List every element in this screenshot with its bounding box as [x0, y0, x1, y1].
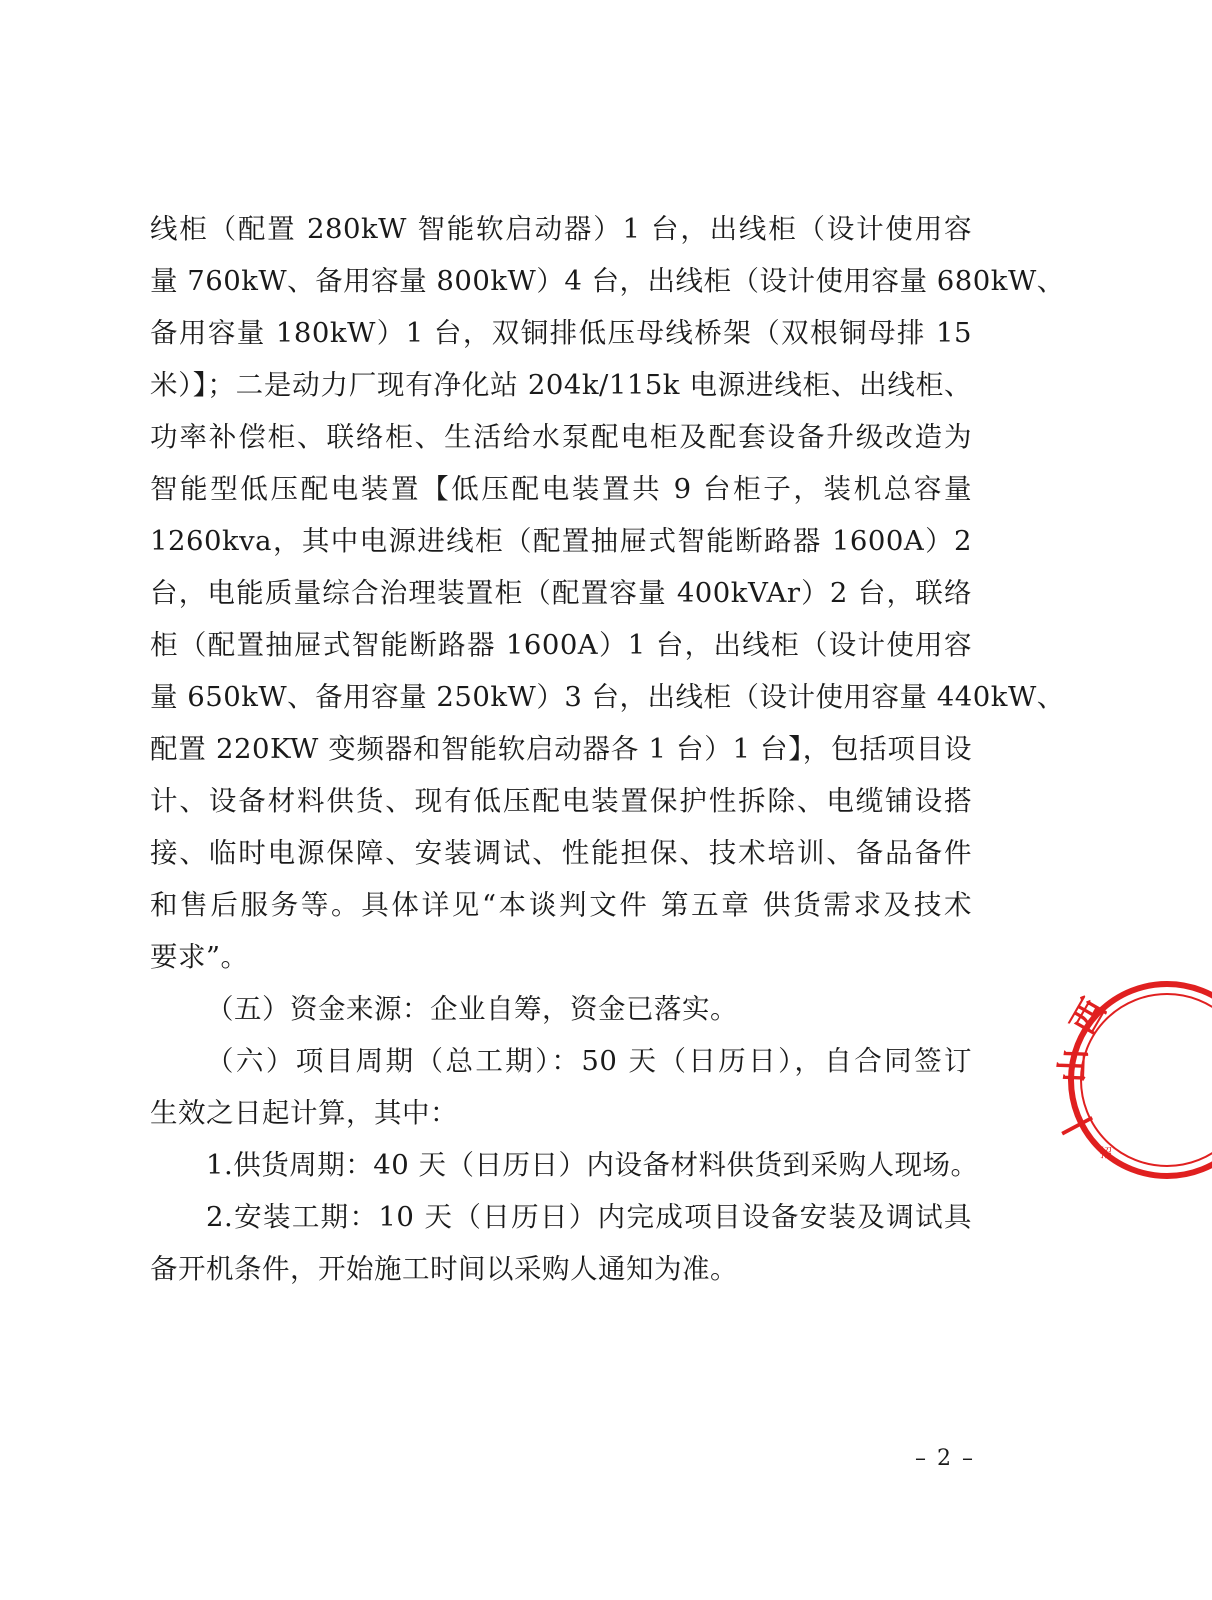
funding-source-line: （五）资金来源：企业自筹，资金已落实。: [206, 993, 738, 1025]
text-line: 1260kva，其中电源进线柜（配置抽屉式智能断路器 1600A）2: [150, 525, 972, 557]
text-line: 量 650kW、备用容量 250kW）3 台，出线柜（设计使用容量 440kW、: [150, 681, 1065, 713]
svg-text:|: |: [1054, 1111, 1096, 1142]
install-period-line: 2.安装工期：10 天（日历日）内完成项目设备安装及调试具: [206, 1201, 972, 1233]
text-line: 备用容量 180kW）1 台，双铜排低压母线桥架（双根铜母排 15: [150, 317, 972, 349]
supply-period-line: 1.供货周期：40 天（日历日）内设备材料供货到采购人现场。: [206, 1149, 979, 1181]
text-line: 备开机条件，开始施工时间以采购人通知为准。: [150, 1253, 738, 1285]
project-period-line: （六）项目周期（总工期）：50 天（日历日），自合同签订: [206, 1045, 972, 1077]
body-text: [150, 203, 1065, 1295]
text-line: 台，电能质量综合治理装置柜（配置容量 400kVAr）2 台，联络: [150, 577, 972, 609]
text-line: 线柜（配置 280kW 智能软启动器）1 台，出线柜（设计使用容: [150, 213, 972, 245]
page-number: – 2 –: [915, 1446, 975, 1471]
text-line: 米）】；二是动力厂现有净化站 204k/115k 电源进线柜、出线柜、: [150, 369, 972, 401]
svg-text:招: 招: [1100, 1146, 1113, 1160]
text-line: 要求”。: [150, 941, 249, 973]
official-seal: [1053, 975, 1212, 1185]
text-line: 功率补偿柜、联络柜、生活给水泵配电柜及配套设备升级改造为: [150, 421, 972, 453]
text-line: 生效之日起计算，其中：: [150, 1097, 458, 1129]
text-line: 柜（配置抽屉式智能断路器 1600A）1 台，出线柜（设计使用容: [150, 629, 972, 661]
text-line: 接、临时电源保障、安装调试、性能担保、技术培训、备品备件: [150, 837, 972, 869]
svg-text:山: 山: [1053, 1047, 1095, 1084]
text-line: 智能型低压配电装置【低压配电装置共 9 台柜子，装机总容量: [150, 473, 972, 505]
text-line: 和售后服务等。具体详见“本谈判文件 第五章 供货需求及技术: [150, 889, 972, 921]
text-line: 配置 220KW 变频器和智能软启动器各 1 台）1 台】，包括项目设: [150, 733, 972, 765]
text-line: 量 760kW、备用容量 800kW）4 台，出线柜（设计使用容量 680kW、: [150, 265, 1065, 297]
svg-text:西: 西: [1063, 992, 1115, 1042]
text-line: 计、设备材料供货、现有低压配电装置保护性拆除、电缆铺设搭: [150, 785, 972, 817]
